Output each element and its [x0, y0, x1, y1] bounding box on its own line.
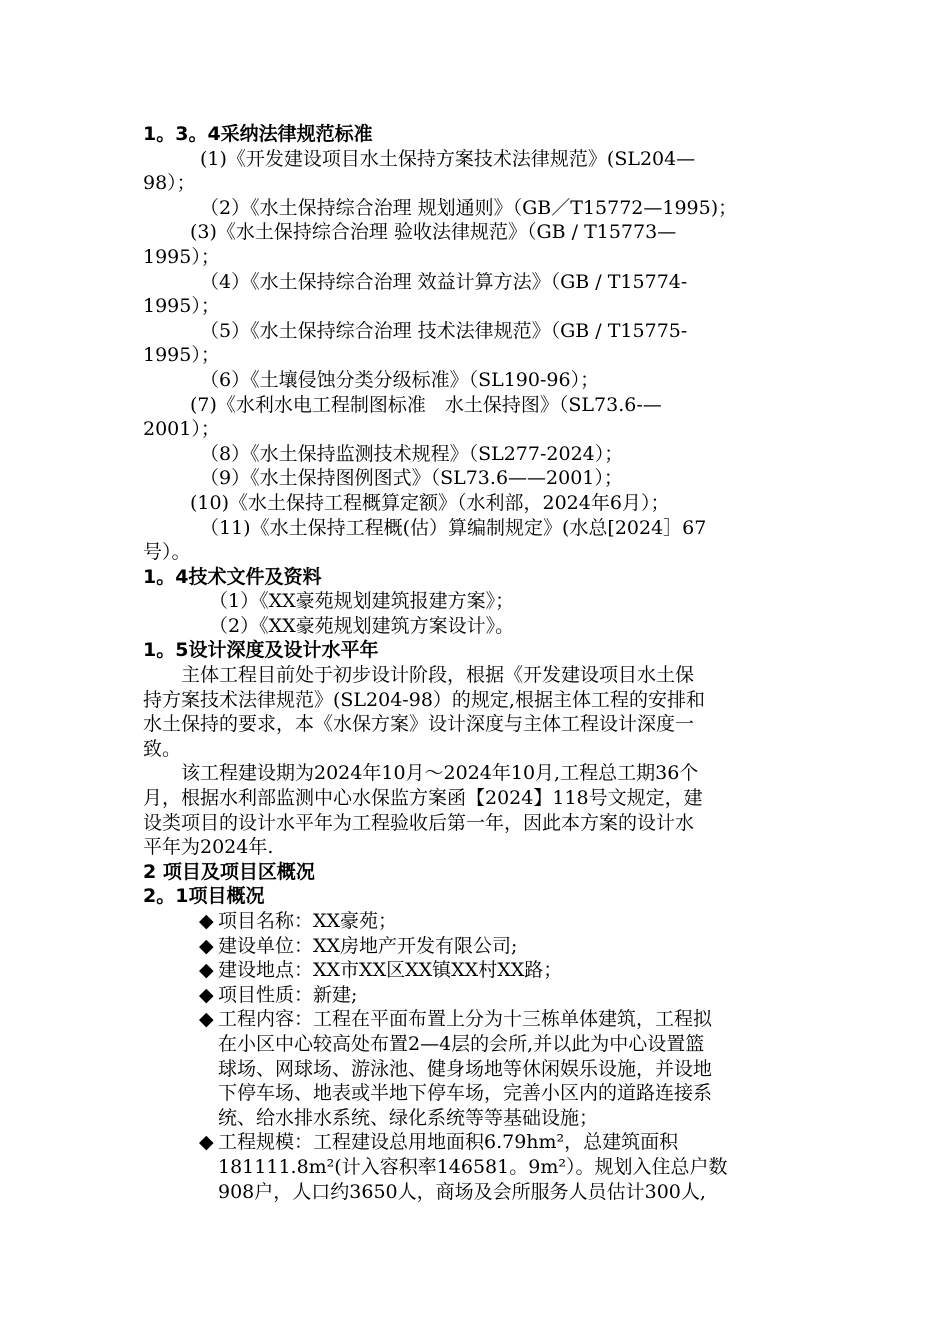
section-heading-2: 2 项目及项目区概况: [143, 860, 315, 883]
section-heading-1-4: 1。4技术文件及资料: [143, 565, 322, 588]
standard-item-5: （5）《水土保持综合治理 技术法律规范》（GB / T15775-: [200, 319, 688, 342]
standard-item-1-cont: 98）；: [143, 172, 196, 195]
paragraph-2-line-1: 该工程建设期为2024年10月～2024年10月,工程总工期36个: [181, 762, 699, 785]
diamond-bullet-icon: ◆: [199, 959, 214, 982]
paragraph-1-line-3: 水土保持的要求，本《水保方案》设计深度与主体工程设计深度一: [143, 713, 695, 736]
paragraph-2-line-2: 月，根据水利部监测中心水保监方案函【2024】118号文规定，建: [143, 787, 703, 810]
bullet-content-cont-2: 球场、网球场、游泳池、健身场地等休闲娱乐设施，并设地: [218, 1057, 713, 1080]
document-item-2: （2）《XX豪苑规划建筑方案设计》。: [209, 614, 515, 637]
bullet-content-cont-1: 在小区中心较高处布置2—4层的会所,并以此为中心设置篮: [218, 1032, 705, 1055]
diamond-bullet-icon: ◆: [199, 910, 214, 932]
bullet-text: 工程规模：工程建设总用地面积6.79hm²，总建筑面积: [218, 1131, 679, 1154]
paragraph-2-line-4: 平年为2024年.: [143, 836, 274, 859]
standard-item-11: （11)《水土保持工程概(估）算编制规定》(水总[2024］67: [200, 516, 707, 539]
standard-item-8: （8）《水土保持监测技术规程》（SL277-2024）；: [200, 442, 624, 465]
bullet-content-cont-3: 下停车场、地表或半地下停车场，完善小区内的道路连接系: [218, 1082, 713, 1105]
bullet-item-scale: [143, 1130, 808, 1155]
bullet-item-project-name: [143, 909, 808, 934]
diamond-bullet-icon: ◆: [199, 1008, 214, 1031]
standard-item-7-cont: 2001）；: [143, 418, 220, 441]
standard-item-4: （4）《水土保持综合治理 效益计算方法》（GB / T15774-: [200, 270, 688, 293]
standard-item-2: （2）《水土保持综合治理 规划通则》（GB／T15772—1995)；: [200, 196, 738, 219]
bullet-item-builder: [143, 934, 808, 959]
bullet-item-nature: [143, 983, 808, 1008]
standard-item-3-cont: 1995）；: [143, 245, 220, 268]
paragraph-2-line-3: 设类项目的设计水平年为工程验收后第一年，因此本方案的设计水: [143, 811, 695, 834]
paragraph-1-line-1: 主体工程目前处于初步设计阶段，根据《开发建设项目水土保: [181, 664, 695, 687]
paragraph-1-line-4: 致。: [143, 737, 182, 760]
standard-item-6: （6）《土壤侵蚀分类分级标准》（SL190-96）；: [200, 368, 600, 391]
bullet-text: 建设地点：XX市XX区XX镇XX村XX路；: [218, 959, 563, 982]
bullet-text: 项目名称：XX豪苑；: [218, 910, 398, 932]
diamond-bullet-icon: ◆: [199, 1131, 214, 1154]
bullet-text: 项目性质：新建;: [218, 983, 358, 1006]
document-body: [143, 122, 808, 1204]
section-heading-2-1: 2。1项目概况: [143, 885, 265, 908]
standard-item-9: （9）《水土保持图例图式》（SL73.6——2001）；: [200, 467, 623, 490]
paragraph-1-line-2: 持方案技术法律规范》(SL204-98）的规定,根据主体工程的安排和: [143, 688, 705, 711]
bullet-scale-cont-1: 181111.8m²(计入容积率146581。9m²）。规划入住总户数: [218, 1155, 728, 1178]
section-heading-1-3-4: 1。3。4采纳法律规范标准: [143, 123, 373, 145]
document-item-1: （1）《XX豪苑规划建筑报建方案》；: [209, 590, 515, 613]
standard-item-11-cont: 号）。: [143, 541, 191, 564]
standard-item-1: (1)《开发建设项目水土保持方案技术法律规范》(SL204—: [200, 147, 696, 170]
bullet-text: 建设单位：XX房地产开发有限公司;: [218, 934, 518, 957]
diamond-bullet-icon: ◆: [199, 934, 214, 957]
bullet-content-cont-4: 统、给水排水系统、绿化系统等等基础设施；: [218, 1106, 599, 1129]
bullet-scale-cont-2: 908户，人口约3650人，商场及会所服务人员估计300人,: [218, 1180, 706, 1203]
standard-item-10: (10)《水土保持工程概算定额》（水利部，2024年6月）；: [190, 491, 670, 514]
standard-item-3: (3)《水土保持综合治理 验收法律规范》（GB / T15773—: [190, 221, 677, 244]
standard-item-5-cont: 1995）；: [143, 344, 220, 367]
bullet-text: 工程内容：工程在平面布置上分为十三栋单体建筑，工程拟: [218, 1008, 713, 1031]
bullet-item-content: [143, 1007, 808, 1032]
diamond-bullet-icon: ◆: [199, 983, 214, 1006]
section-heading-1-5: 1。5设计深度及设计水平年: [143, 639, 379, 662]
standard-item-7: (7)《水利水电工程制图标准 水土保持图》（SL73.6-—: [190, 393, 662, 416]
bullet-item-location: [143, 958, 808, 983]
standard-item-4-cont: 1995）；: [143, 295, 220, 318]
